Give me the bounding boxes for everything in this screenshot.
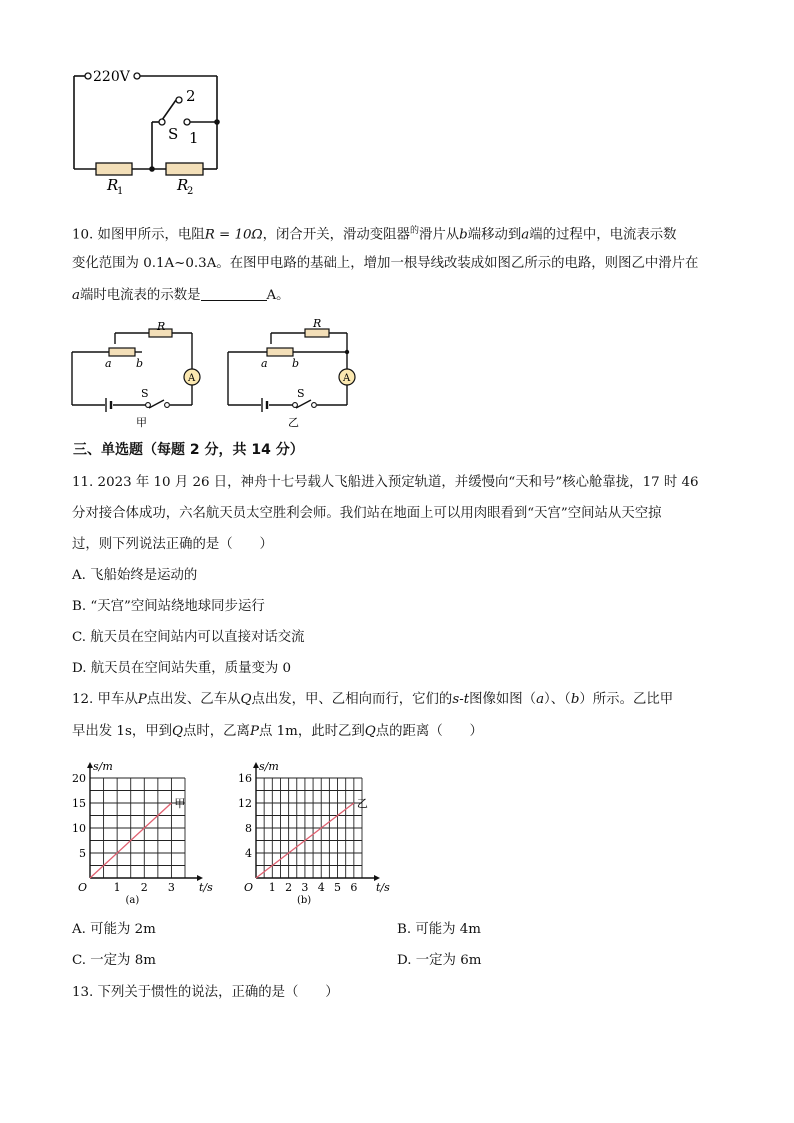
x-tick-label: 1 xyxy=(113,881,121,894)
svg-text:a: a xyxy=(105,357,112,370)
q12-option-d[interactable]: D. 一定为 6m xyxy=(397,953,482,968)
y-axis-label: s/m xyxy=(93,760,113,773)
q11-option-b[interactable]: B. “天宫”空间站绕地球同步运行 xyxy=(72,599,265,614)
q10-line-3: a端时电流表的示数是 A。 xyxy=(72,288,290,303)
r2-sub: 2 xyxy=(187,186,194,197)
svg-text:A: A xyxy=(343,373,351,384)
x-tick-label: 4 xyxy=(317,881,325,894)
r1-label: R xyxy=(107,176,119,194)
origin-label: O xyxy=(244,881,254,894)
resistor-r2 xyxy=(166,163,203,175)
resistor-r1 xyxy=(96,163,132,175)
svg-text:R: R xyxy=(313,317,322,330)
svg-text:S: S xyxy=(297,387,305,400)
y-tick-label: 12 xyxy=(238,797,252,810)
series-label: 乙 xyxy=(356,797,368,810)
svg-text:b: b xyxy=(136,357,144,370)
caption-yi: 乙 xyxy=(288,416,299,429)
caption-jia: 甲 xyxy=(136,416,147,429)
chart-a xyxy=(70,755,220,905)
q10-superscript-char: 的 xyxy=(409,226,419,236)
chart-caption: (b) xyxy=(297,895,312,905)
voltage-label: 220V xyxy=(93,69,130,85)
y-tick-label: 8 xyxy=(245,822,252,835)
figure-220v-circuit xyxy=(60,62,235,202)
x-tick-label: 3 xyxy=(167,881,175,894)
chart-caption: (a) xyxy=(125,895,140,905)
q11-option-d[interactable]: D. 航天员在空间站失重，质量变为 0 xyxy=(72,661,292,676)
q12-option-a[interactable]: A. 可能为 2m xyxy=(72,922,156,937)
q12-line-2: 早出发 1s，甲到Q点时，乙离P点 1m，此时乙到Q点的距离（ ） xyxy=(72,724,483,739)
svg-text:A: A xyxy=(188,373,196,384)
origin-label: O xyxy=(78,881,88,894)
chart-b xyxy=(236,755,396,905)
q10-line-2: 变化范围为 0.1A~0.3A。在图甲电路的基础上，增加一根导线改装成如图乙所示的电路，则图乙中滑片在 xyxy=(72,256,699,271)
x-tick-label: 2 xyxy=(140,881,148,894)
y-tick-label: 20 xyxy=(72,772,86,785)
q11-option-a[interactable]: A. 飞船始终是运动的 xyxy=(72,568,198,583)
q11-line-2: 分对接合体成功，六名航天员太空胜利会师。我们站在地面上可以用肉眼看到“天宫”空间站从天空掠 xyxy=(72,506,662,521)
figure-10-circuits xyxy=(60,312,370,434)
switch-pos-2: 2 xyxy=(186,87,196,105)
y-tick-label: 15 xyxy=(72,797,86,810)
switch-pos-1: 1 xyxy=(189,129,199,147)
q12-option-c[interactable]: C. 一定为 8m xyxy=(72,953,156,968)
q11-line-3: 过，则下列说法正确的是（ ） xyxy=(72,537,273,552)
x-tick-label: 6 xyxy=(350,881,358,894)
answer-blank[interactable] xyxy=(201,286,267,301)
y-axis-label: s/m xyxy=(259,760,279,773)
section-3-heading: 三、单选题（每题 2 分，共 14 分） xyxy=(73,442,304,458)
q10-formula: R = 10Ω xyxy=(204,227,263,243)
y-tick-label: 5 xyxy=(79,847,86,860)
svg-text:S: S xyxy=(141,387,149,400)
x-axis-label: t/s xyxy=(199,881,213,894)
x-tick-label: 2 xyxy=(285,881,293,894)
svg-text:R: R xyxy=(157,320,166,333)
q10-line-1: 10. 如图甲所示，电阻R = 10Ω，闭合开关，滑动变阻器$^的$滑片从b端移动到a端的过程中，电流表示数 xyxy=(72,226,677,243)
x-axis-label: t/s xyxy=(376,881,390,894)
x-tick-label: 3 xyxy=(301,881,309,894)
y-tick-label: 10 xyxy=(72,822,86,835)
q12-line-1: 12. 甲车从P点出发、乙车从Q点出发，甲、乙相向而行，它们的s-t图像如图（a）、（b）所示。乙比甲 xyxy=(72,692,674,707)
x-tick-label: 1 xyxy=(268,881,276,894)
q11-line-1: 11. 2023 年 10 月 26 日，神舟十七号载人飞船进入预定轨道，并缓慢向“天和号”核心舱靠拢，17 时 46 xyxy=(72,475,699,490)
svg-text:a: a xyxy=(261,357,268,370)
x-tick-label: 5 xyxy=(334,881,342,894)
switch-label: S xyxy=(168,125,179,143)
svg-text:b: b xyxy=(292,357,300,370)
y-tick-label: 4 xyxy=(245,847,252,860)
q12-option-b[interactable]: B. 可能为 4m xyxy=(397,922,481,937)
q11-option-c[interactable]: C. 航天员在空间站内可以直接对话交流 xyxy=(72,630,305,645)
r2-label: R xyxy=(177,176,189,194)
y-tick-label: 16 xyxy=(238,772,252,785)
r1-sub: 1 xyxy=(117,186,124,197)
q13-stem: 13. 下列关于惯性的说法，正确的是（ ） xyxy=(72,985,339,1000)
series-label: 甲 xyxy=(174,797,186,810)
